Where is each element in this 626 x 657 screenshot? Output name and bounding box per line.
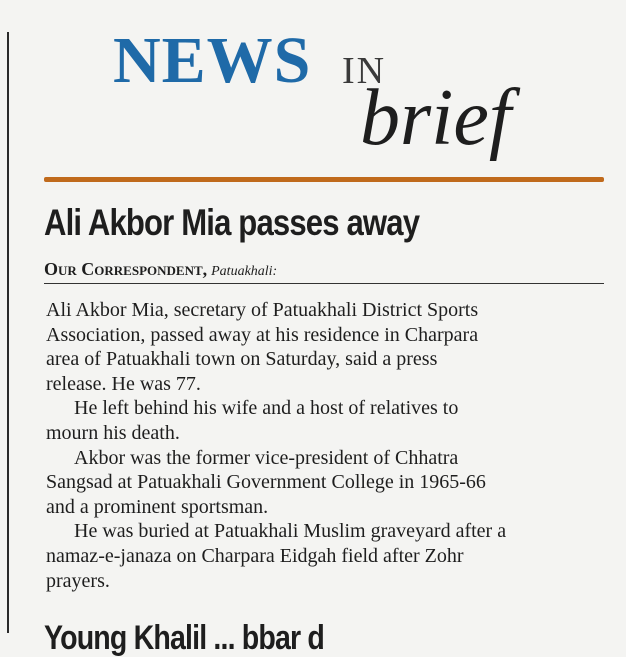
paragraph-2 (46, 396, 626, 445)
article-headline: Ali Akbor Mia passes away (44, 202, 420, 243)
paragraph-1 (46, 298, 626, 396)
next-article-headline: Young Khalil ... bbar d (44, 619, 325, 657)
text-line: He left behind his wife and a host of relatives to (74, 397, 459, 420)
text-line: and a prominent sportsman. (46, 495, 269, 518)
text-line: Akbor was the former vice-president of Chhatra (74, 446, 459, 469)
article-body (46, 298, 626, 593)
text-line: He was buried at Patuakhali Muslim graveyard after a (74, 520, 507, 543)
byline-location: Patuakhali: (211, 264, 278, 279)
text-line: Association, passed away at his residence in Charpara (46, 323, 479, 346)
paragraph-4 (46, 519, 626, 593)
text-line: mourn his death. (46, 421, 180, 444)
masthead-brief: brief (360, 74, 512, 162)
text-line: namaz-e-janaza on Charpara Eidgah field after Zohr (46, 544, 464, 567)
text-line: Ali Akbor Mia, secretary of Patuakhali District Sports (46, 299, 479, 321)
news-in-brief-masthead (0, 0, 624, 186)
section-rule (44, 177, 604, 182)
masthead-in: IN (342, 50, 387, 92)
text-line: Sangsad at Patuakhali Government College in 1965-66 (46, 471, 486, 494)
text-line: area of Patuakhali town on Saturday, said a press (46, 348, 438, 371)
byline-rule (44, 283, 604, 284)
masthead-news: NEWS (113, 24, 312, 97)
text-line: release. He was 77. (46, 372, 201, 395)
paragraph-3 (46, 446, 626, 520)
text-line: prayers. (46, 569, 110, 592)
byline-correspondent: Our Correspondent, (44, 259, 208, 279)
byline (44, 259, 277, 281)
